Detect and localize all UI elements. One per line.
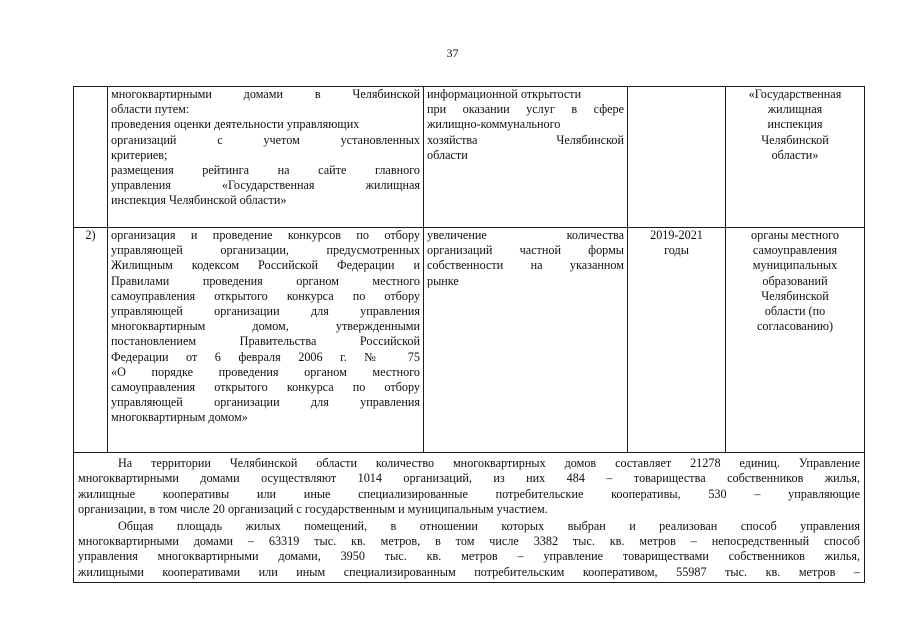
narrative-paragraph	[78, 456, 860, 518]
result-line: увеличение количества	[427, 228, 624, 242]
result-line: рынке	[427, 273, 459, 288]
measure-line: критериев;	[111, 147, 168, 162]
measure-line: многоквартирным домом, утвержденными	[111, 319, 420, 334]
measure-line: Правилами проведения органом местного	[111, 273, 420, 288]
result-line: области	[427, 147, 468, 162]
narrative-line: Общая площадь жилых помещений, в отношении которых выбран и реализован способ управления	[118, 518, 860, 533]
measure-line: инспекция Челябинской области»	[111, 193, 287, 208]
measure-line: управления «Государственная жилищная	[111, 178, 420, 193]
narrative-line: жилищные кооперативы или иные специализированные потребительские кооперативы, 530 – управляющие	[78, 486, 860, 501]
term-line: 2019-2021	[650, 228, 703, 242]
narrative-cell	[74, 453, 865, 583]
measure-line: управляющей организации для управления	[111, 304, 420, 319]
measure-cell	[108, 228, 424, 453]
narrative-paragraph	[78, 519, 860, 581]
measure-line: организация и проведение конкурсов по отбору	[111, 228, 420, 242]
measure-line: самоуправления открытого конкурса по отбору	[111, 288, 420, 303]
term-cell	[628, 87, 726, 228]
executor-line: жилищная	[767, 102, 823, 117]
measure-line: многоквартирным домом»	[111, 410, 248, 425]
narrative-line: жилищными кооперативами или иным специализированным потребительским кооперативом, 55987 тыс. кв. метров –	[78, 564, 860, 579]
measure-line: Федерации от 6 февраля 2006 г. № 75	[111, 349, 420, 364]
measure-line: постановлением Правительства Российской	[111, 334, 420, 349]
measure-line: области путем:	[111, 102, 190, 117]
executor-line: самоуправления	[752, 243, 838, 258]
row-number-cell: 2)	[74, 228, 108, 453]
executor-line: Челябинской	[761, 132, 829, 147]
result-line: организаций частной формы	[427, 243, 624, 258]
narrative-line: На территории Челябинской области количество многоквартирных домов составляет 21278 единиц. Управление	[118, 456, 860, 470]
term-line: годы	[664, 243, 689, 258]
measure-line: организаций с учетом установленных	[111, 132, 420, 147]
measure-line: управляющей организации, предусмотренных	[111, 243, 420, 258]
executor-cell	[726, 228, 865, 453]
executor-line: области»	[771, 147, 819, 162]
measures-table	[73, 86, 865, 583]
measure-line: самоуправления открытого конкурса по отбору	[111, 380, 420, 395]
page-number: 37	[446, 46, 459, 60]
result-cell	[424, 87, 628, 228]
executor-line: области (по	[764, 304, 826, 319]
executor-cell	[726, 87, 865, 228]
narrative-line: многоквартирными домами осуществляют 1014 организаций, из них 484 – товарищества собственников жилья,	[78, 471, 860, 486]
result-cell	[424, 228, 628, 453]
executor-line: органы местного	[751, 228, 839, 242]
measure-line: размещения рейтинга на сайте главного	[111, 163, 420, 178]
executor-line: образований	[762, 273, 828, 288]
result-line: жилищно-коммунального	[427, 117, 561, 132]
narrative-line: управления многоквартирными домами, 3950 тыс. кв. метров – управление товариществами собственников жилья,	[78, 549, 860, 564]
measure-line: управляющей организации для управления	[111, 395, 420, 410]
executor-line: инспекция	[767, 117, 823, 132]
executor-line: Челябинской	[761, 288, 829, 303]
table-row	[74, 228, 865, 453]
table-row	[74, 87, 865, 228]
row-number-cell	[74, 87, 108, 228]
executor-line: «Государственная	[748, 87, 842, 101]
measure-line: проведения оценки деятельности управляющих	[111, 117, 360, 132]
measure-cell	[108, 87, 424, 228]
result-line: собственности на указанном	[427, 258, 624, 273]
result-line: хозяйства Челябинской	[427, 132, 624, 147]
measure-line: многоквартирными домами в Челябинской	[111, 87, 420, 101]
narrative-line: многоквартирными домами – 63319 тыс. кв. метров, в том числе 3382 тыс. кв. метров – непосредственный способ	[78, 534, 860, 549]
term-cell	[628, 228, 726, 453]
narrative-line: организации, в том числе 20 организаций с государственным и муниципальным участием.	[78, 502, 548, 517]
result-line: при оказании услуг в сфере	[427, 102, 624, 117]
measure-line: Жилищным кодексом Российской Федерации и	[111, 258, 420, 273]
narrative-row	[74, 453, 865, 583]
executor-line: согласованию)	[756, 319, 834, 334]
executor-line: муниципальных	[752, 258, 838, 273]
measure-line: «О порядке проведения органом местного	[111, 364, 420, 379]
result-line: информационной открытости	[427, 87, 582, 101]
